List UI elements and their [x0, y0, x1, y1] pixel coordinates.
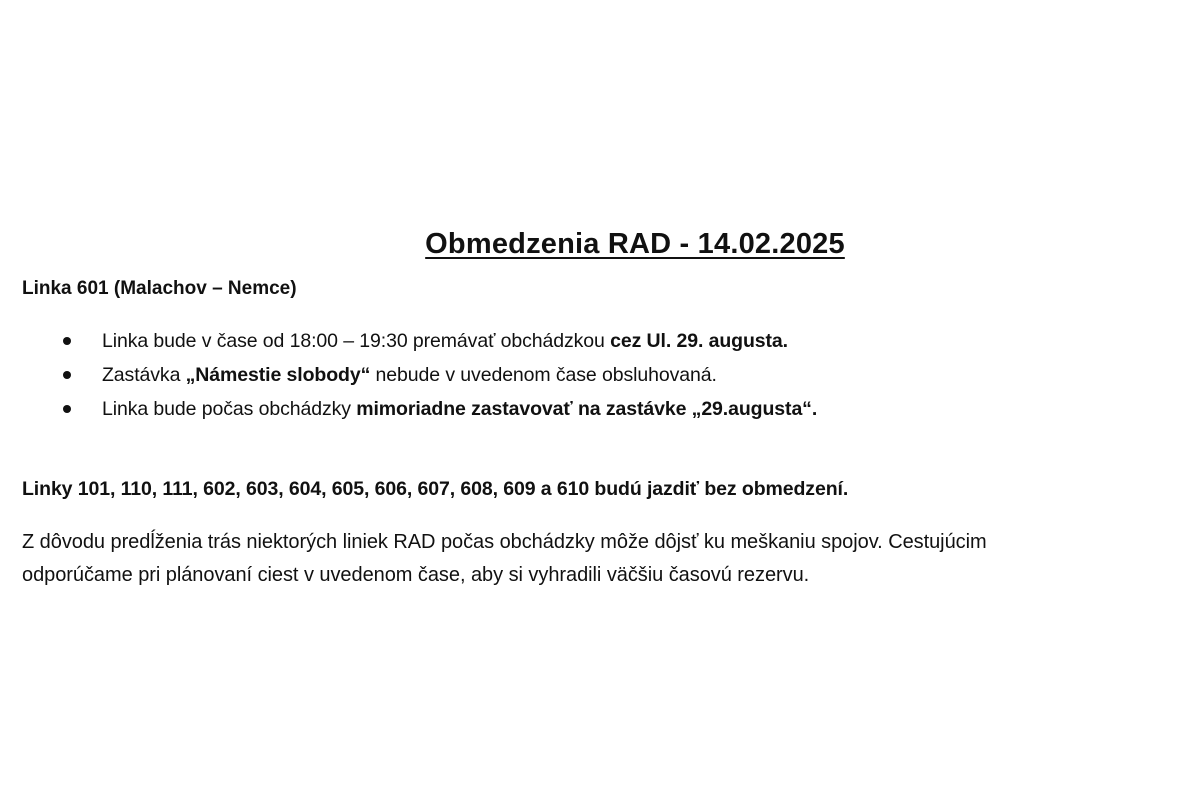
delay-advisory-paragraph [22, 526, 1192, 592]
unaffected-lines-note: Linky 101, 110, 111, 602, 603, 604, 605, 606, 607, 608, 609 a 610 budú jazdiť bez obmedzení. [22, 478, 849, 500]
bullet-text: Linka bude v čase od 18:00 – 19:30 premávať obchádzkou [102, 330, 611, 352]
bullet-item [22, 394, 817, 428]
paragraph-line: Z dôvodu predĺženia trás niektorých liniek RAD počas obchádzky môže dôjsť ku meškaniu spojov. Cestujúcim [22, 531, 987, 553]
bullet-list [22, 326, 817, 428]
bullet-bold-text: mimoriadne zastavovať na zastávke „29.augusta“. [356, 398, 818, 420]
bullet-bold-text: „Námestie slobody“ [185, 364, 371, 386]
document-title [0, 228, 1200, 261]
bullet-text: Linka bude počas obchádzky [102, 398, 357, 420]
bullet-item [22, 326, 817, 360]
bullet-text: Zastávka [102, 364, 186, 386]
bullet-icon [63, 405, 71, 413]
bullet-icon [63, 371, 71, 379]
paragraph-line: odporúčame pri plánovaní ciest v uvedenom čase, aby si vyhradili väčšiu časovú rezervu. [22, 564, 810, 586]
bullet-text-after: nebude v uvedenom čase obsluhovaná. [370, 364, 717, 386]
section-heading-line-601: Linka 601 (Malachov – Nemce) [22, 278, 297, 299]
bullet-bold-text: cez Ul. 29. augusta. [610, 330, 788, 352]
document-title-text: Obmedzenia RAD - 14.02.2025 [425, 228, 845, 260]
bullet-icon [63, 337, 71, 345]
bullet-item [22, 360, 817, 394]
